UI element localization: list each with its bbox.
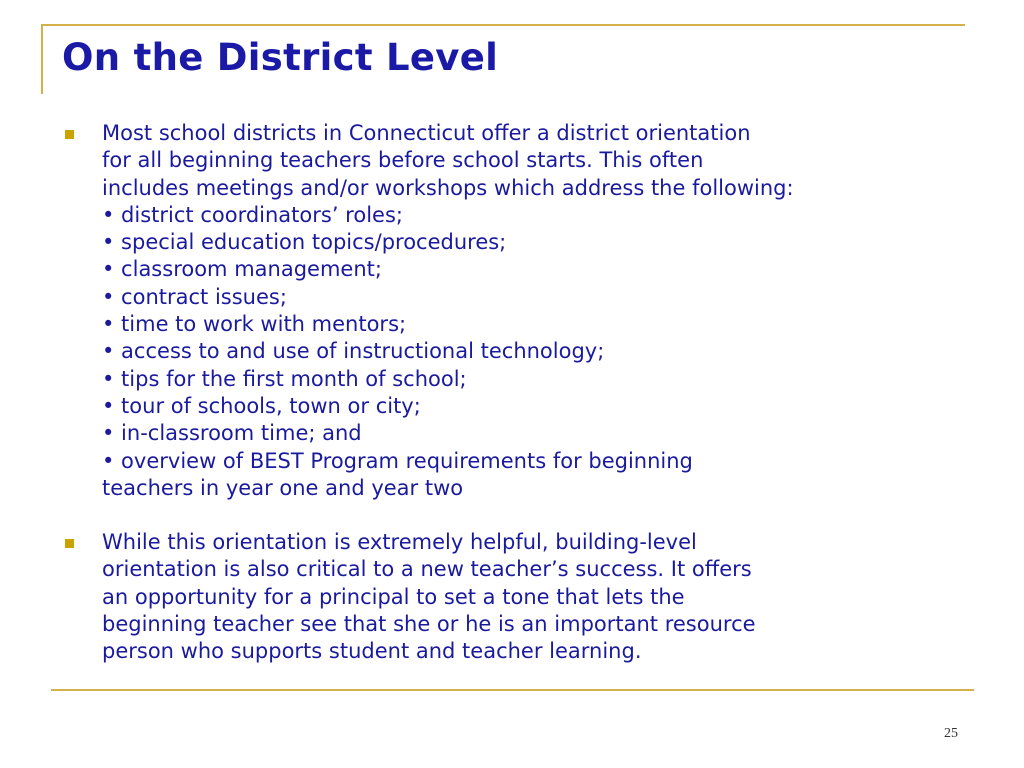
bullet-line: person who supports student and teacher learning.: [102, 639, 642, 664]
bullet-item: [62, 529, 972, 665]
slide-body: [62, 120, 972, 666]
sub-item-line: • contract issues;: [102, 284, 287, 309]
bullet-line: includes meetings and/or workshops which address the following:: [102, 175, 794, 200]
page-number: 25: [944, 726, 958, 741]
sub-item-line: • overview of BEST Program requirements for beginning: [102, 448, 693, 473]
sub-item-line: teachers in year one and year two: [102, 475, 464, 500]
sub-item-line: • special education topics/procedures;: [102, 230, 507, 255]
bullet-line: orientation is also critical to a new teacher’s success. It offers: [102, 557, 752, 582]
sub-item-line: • tour of schools, town or city;: [102, 393, 421, 418]
frame-bottom-rule: [51, 689, 974, 691]
sub-item-line: • access to and use of instructional technology;: [102, 339, 605, 364]
bullet-item: [62, 120, 972, 502]
sub-item-line: • in-classroom time; and: [102, 421, 362, 446]
square-bullet-icon: [65, 539, 74, 548]
frame-left-rule: [41, 24, 43, 94]
square-bullet-icon: [65, 130, 74, 139]
bullet-line: While this orientation is extremely helpful, building-level: [102, 530, 697, 555]
slide-title: On the District Level: [62, 36, 499, 79]
bullet-line: an opportunity for a principal to set a tone that lets the: [102, 584, 685, 609]
frame-top-rule: [41, 24, 965, 26]
sub-item-line: • time to work with mentors;: [102, 312, 407, 337]
bullet-line: beginning teacher see that she or he is an important resource: [102, 612, 756, 637]
bullet-line: Most school districts in Connecticut offer a district orientation: [102, 121, 751, 145]
bullet-line: for all beginning teachers before school starts. This often: [102, 148, 704, 173]
sub-item-line: • district coordinators’ roles;: [102, 202, 403, 227]
sub-item-line: • classroom management;: [102, 257, 382, 282]
sub-item-line: • tips for the first month of school;: [102, 366, 467, 391]
